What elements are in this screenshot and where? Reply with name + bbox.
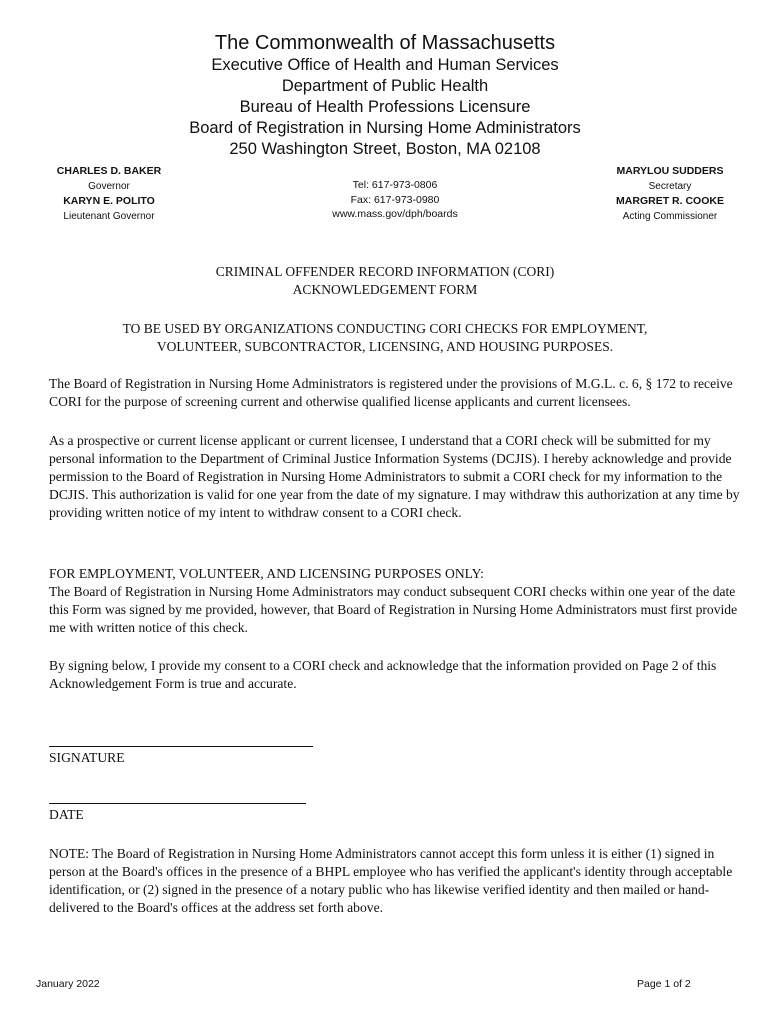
- secretary-name: MARYLOU SUDDERS: [616, 165, 724, 177]
- employment-section: [49, 565, 741, 637]
- registration-paragraph: The Board of Registration in Nursing Home Administrators is registered under the provisions of M.G.L. c. 6, § 172 to receive CORI for the purpose of screening current and otherwise qualified license applicants and current licensees.: [49, 376, 733, 409]
- authorization-paragraph: As a prospective or current license applicant or current licensee, I understand that a CORI check will be submitted for my personal information to the Department of Criminal Justice Information Systems (DCJIS). I hereby acknowledge and provide permission to the Board of Registration in Nursing Home Administrators to submit a CORI check for my information to the DCJIS. This authorization is valid for one year from the date of my signature. I may withdraw this authorization at any time by providing written notice of my intent to withdraw consent to a CORI check.: [49, 433, 740, 520]
- signature-label: SIGNATURE: [49, 750, 125, 765]
- consent-paragraph: By signing below, I provide my consent to a CORI check and acknowledge that the information provided on Page 2 of this Acknowledgement Form is true and accurate.: [49, 658, 717, 691]
- secretary-title: Secretary: [648, 181, 692, 192]
- fax: Fax: 617-973-0980: [350, 193, 440, 206]
- bureau-line: Bureau of Health Professions Licensure: [239, 98, 531, 116]
- officials-left: [40, 164, 178, 224]
- date-label: DATE: [49, 807, 84, 822]
- section-heading: FOR EMPLOYMENT, VOLUNTEER, AND LICENSING PURPOSES ONLY:: [49, 566, 484, 581]
- commissioner-name: MARGRET R. COOKE: [616, 195, 724, 207]
- department-line: Department of Public Health: [281, 77, 489, 95]
- purpose-line-2: VOLUNTEER, SUBCONTRACTOR, LICENSING, AND HOUSING PURPOSES.: [156, 338, 614, 354]
- governor-title: Governor: [88, 181, 130, 192]
- purpose-statement: [0, 320, 770, 355]
- signature-line[interactable]: [49, 746, 313, 747]
- address-line: 250 Washington Street, Boston, MA 02108: [229, 140, 541, 158]
- form-title-line-1: CRIMINAL OFFENDER RECORD INFORMATION (CORI): [215, 264, 555, 279]
- commonwealth-title: The Commonwealth of Massachusetts: [214, 32, 556, 54]
- subsequent-checks-paragraph: The Board of Registration in Nursing Home Administrators may conduct subsequent CORI checks within one year of the date this Form was signed by me provided, however, that Board of Registration in Nursing Home Administrators must first provide me with written notice of this check.: [49, 584, 738, 635]
- form-title: [0, 263, 770, 298]
- page-number: Page 1 of 2: [637, 978, 691, 990]
- telephone: Tel: 617-973-0806: [352, 179, 438, 191]
- commissioner-title: Acting Commissioner: [622, 211, 718, 222]
- website: www.mass.gov/dph/boards: [332, 208, 458, 220]
- form-title-line-2: ACKNOWLEDGEMENT FORM: [292, 281, 478, 297]
- date-line[interactable]: [49, 803, 306, 804]
- lt-governor-title: Lieutenant Governor: [63, 211, 155, 222]
- note-paragraph: NOTE: The Board of Registration in Nursing Home Administrators cannot accept this form unless it is either (1) signed in person at the Board's offices in the presence of a BHPL employee who has verified the applicant's identity through acceptable identification, or (2) signed in the presence of a notary public who has likewise verified identity and then mailed or hand-delivered to the Board's offices at the address set forth above.: [49, 846, 733, 915]
- governor-name: CHARLES D. BAKER: [56, 165, 162, 177]
- contact-block: [285, 178, 505, 222]
- footer-date: January 2022: [36, 978, 100, 990]
- board-line: Board of Registration in Nursing Home Administrators: [189, 119, 581, 137]
- letterhead: [0, 32, 770, 160]
- purpose-line-1: TO BE USED BY ORGANIZATIONS CONDUCTING CORI CHECKS FOR EMPLOYMENT,: [122, 321, 648, 336]
- lt-governor-name: KARYN E. POLITO: [63, 195, 155, 207]
- officials-right: [596, 164, 744, 224]
- agency-line: Executive Office of Health and Human Services: [211, 56, 559, 74]
